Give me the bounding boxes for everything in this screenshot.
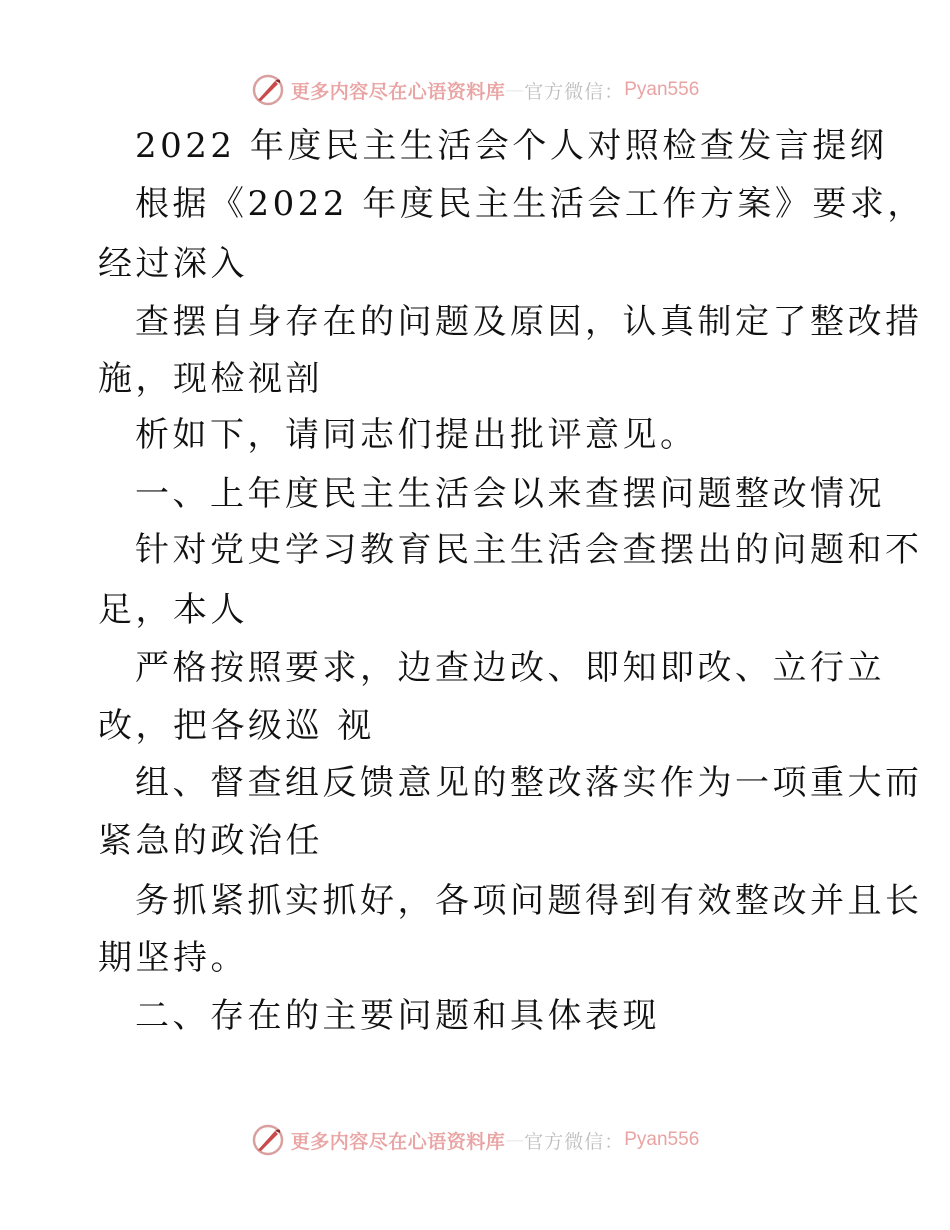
paragraph-line: 施，现检视剖 — [98, 359, 323, 399]
paragraph-line: 根据《2022 年度民主生活会工作方案》要求， — [135, 184, 925, 224]
paragraph-line: 析如下，请同志们提出批评意见。 — [135, 415, 698, 455]
doc-title: 2022 年度民主生活会个人对照检查发言提纲 — [135, 126, 888, 166]
quill-logo-icon — [251, 1123, 285, 1157]
footer-watermark — [0, 1120, 950, 1160]
watermark-label: 官方微信： — [524, 1130, 625, 1153]
watermark-site-text: 更多内容尽在心语资料库 — [290, 80, 506, 103]
paragraph-line: 严格按照要求，边查边改、即知即改、立行立 — [135, 648, 885, 688]
section-heading: 二、存在的主要问题和具体表现 — [135, 996, 660, 1036]
paragraph-line: 改，把各级巡 视 — [98, 706, 375, 746]
watermark-separator: — — [505, 1129, 525, 1151]
section-heading: 一、上年度民主生活会以来查摆问题整改情况 — [135, 474, 885, 514]
paragraph-line: 经过深入 — [98, 244, 248, 284]
paragraph-line: 务抓紧抓实抓好，各项问题得到有效整改并且长 — [135, 881, 923, 921]
paragraph-line: 组、督查组反馈意见的整改落实作为一项重大而 — [135, 763, 923, 803]
quill-logo-icon — [251, 73, 285, 107]
paragraph-line: 紧急的政治任 — [98, 821, 323, 861]
watermark-separator: — — [505, 79, 525, 101]
paragraph-line: 足，本人 — [98, 590, 248, 630]
watermark-wechat-id: Pyan556 — [624, 79, 700, 100]
watermark-site-text: 更多内容尽在心语资料库 — [290, 1130, 506, 1153]
watermark-wechat-id: Pyan556 — [624, 1129, 700, 1150]
header-watermark — [0, 70, 950, 110]
watermark-label: 官方微信： — [524, 80, 625, 103]
paragraph-line: 针对党史学习教育民主生活会查摆出的问题和不 — [135, 530, 923, 570]
paragraph-line: 查摆自身存在的问题及原因，认真制定了整改措 — [135, 302, 923, 342]
paragraph-line: 期坚持。 — [98, 938, 248, 978]
